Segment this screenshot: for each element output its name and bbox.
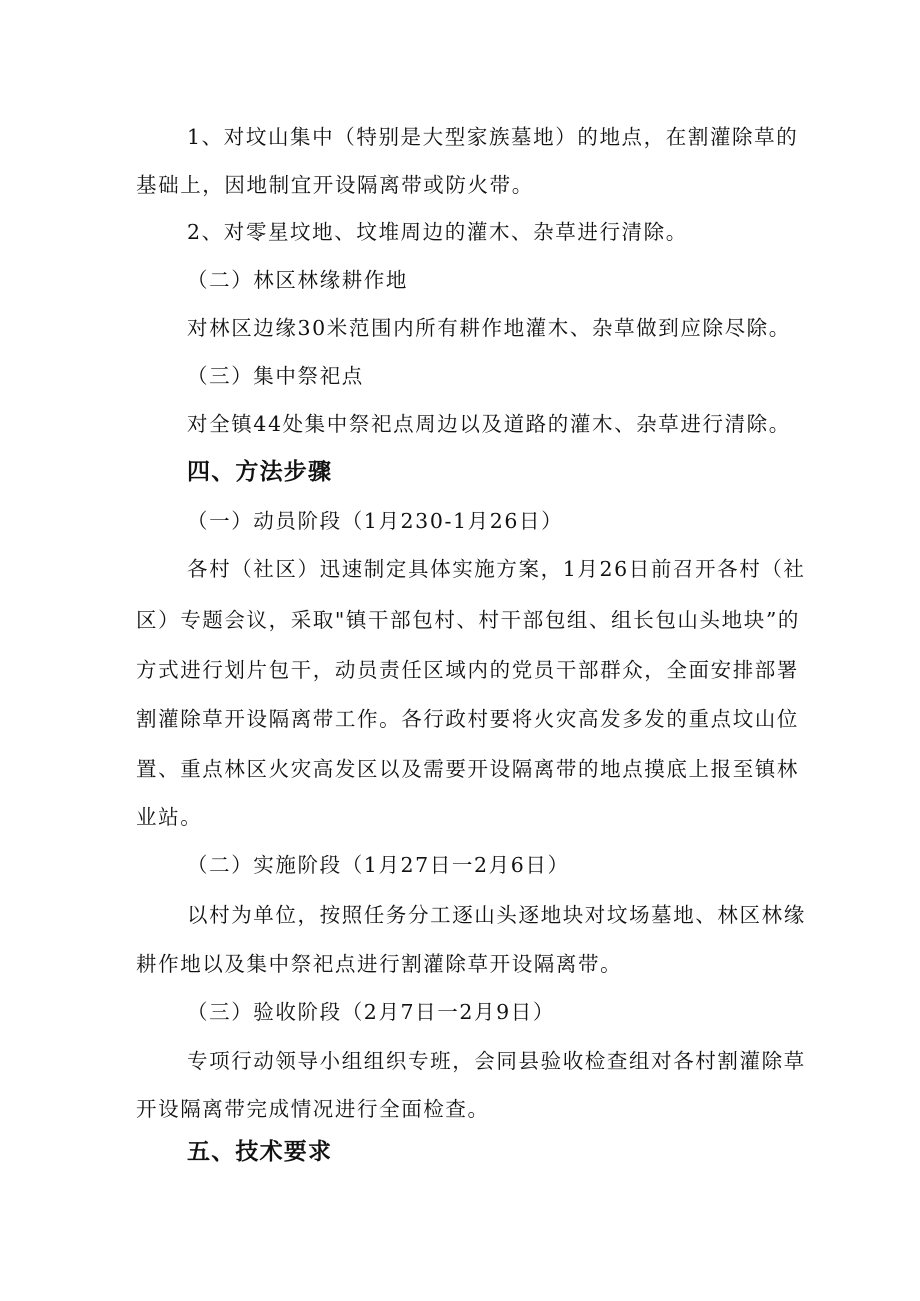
paragraph-line: 2、对零星坟地、坟堆周边的灌木、杂草进行清除。 [187,220,688,244]
paragraph-line: 1、对坟山集中（特别是大型家族墓地）的地点，在割灌除草的 [187,125,799,149]
paragraph-line: 以村为单位，按照任务分工逐山头逐地块对坟场墓地、林区林缘 [187,903,806,927]
paragraph-line: 对林区边缘30米范围内所有耕作地灌木、杂草做到应除尽除。 [187,316,791,340]
subsection-title: （一）动员阶段（1月230-1月26日） [187,509,564,533]
paragraph-line: 方式进行划片包干，动员责任区域内的党员干部群众，全面安排部署 [136,658,799,682]
subsection-title: （二）实施阶段（1月27日一2月6日） [187,853,570,877]
section-heading: 五、技术要求 [187,1139,333,1165]
paragraph-line: 区）专题会议，采取"镇干部包村、村干部包组、组长包山头地块”的 [136,608,801,632]
paragraph-line: 开设隔离带完成情况进行全面检查。 [136,1097,490,1121]
paragraph-line: 基础上，因地制宜开设隔离带或防火带。 [136,173,534,197]
paragraph-line: 专项行动领导小组组织专班，会同县验收检查组对各村割灌除草 [187,1049,806,1073]
subsection-title: （三）集中祭祀点 [187,364,364,388]
paragraph-line: 各村（社区）迅速制定具体实施方案，1月26日前召开各村（社 [187,557,806,581]
paragraph-line: 割灌除草开设隔离带工作。各行政村要将火灾高发多发的重点坟山位 [136,707,799,731]
paragraph-line: 置、重点林区火灾高发区以及需要开设隔离带的地点摸底上报至镇林 [136,757,799,781]
section-heading: 四、方法步骤 [187,459,333,485]
paragraph-line: 业站。 [136,805,203,829]
paragraph-line: 对全镇44处集中祭祀点周边以及道路的灌木、杂草进行清除。 [187,412,791,436]
subsection-title: （二）林区林缘耕作地 [187,268,408,292]
subsection-title: （三）验收阶段（2月7日一2月9日） [187,1000,555,1024]
paragraph-line: 耕作地以及集中祭祀点进行割灌除草开设隔离带。 [136,952,623,976]
